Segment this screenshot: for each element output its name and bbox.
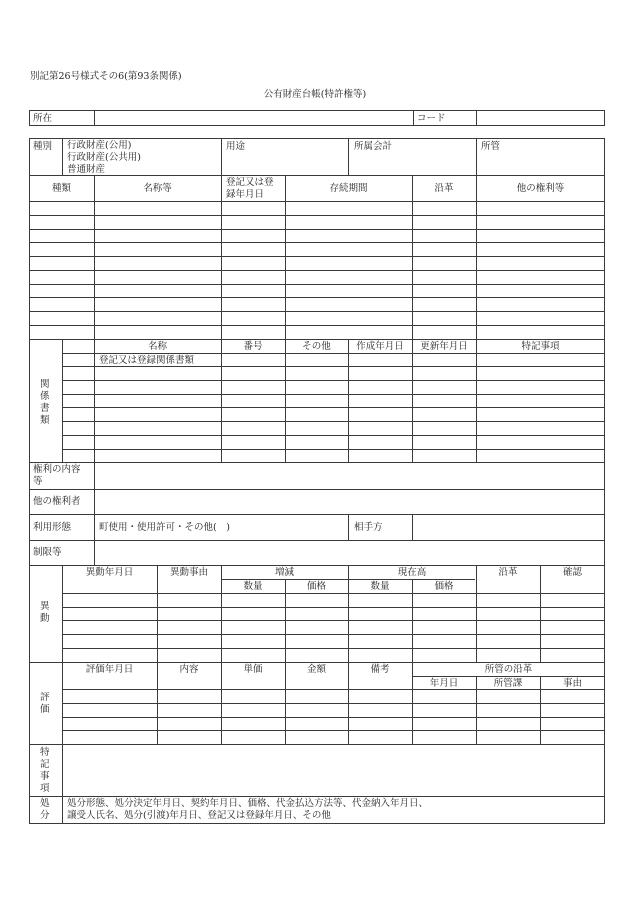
table-rule xyxy=(29,565,605,566)
table-rule xyxy=(94,110,95,126)
account-label: 所属会計 xyxy=(354,141,393,152)
table-rule xyxy=(62,607,605,608)
table-rule xyxy=(412,175,413,339)
code-label: コード xyxy=(417,113,446,124)
table-rule xyxy=(29,540,605,541)
documents-side-label-4: 類 xyxy=(40,415,50,426)
documents-side-label-1: 関 xyxy=(40,379,50,390)
table-rule xyxy=(221,175,222,339)
table-rule xyxy=(62,634,605,635)
table-rule xyxy=(62,565,63,662)
table-rule xyxy=(285,175,286,339)
valuation-header-remarks: 備考 xyxy=(370,664,390,675)
changes-sub-price-2: 価格 xyxy=(434,581,454,592)
table-rule xyxy=(348,514,349,540)
valuation-header-content: 内容 xyxy=(179,664,199,675)
valuation-header-unit-price: 単価 xyxy=(243,664,263,675)
table-rule xyxy=(413,110,414,126)
table-rule xyxy=(29,514,605,515)
table-rule xyxy=(62,620,605,621)
valuation-sub-department: 所管課 xyxy=(493,678,523,689)
table-rule xyxy=(29,175,605,176)
header-registration-2: 録年月日 xyxy=(226,189,265,200)
table-rule xyxy=(29,215,605,216)
valuation-side-label-1: 評 xyxy=(40,692,50,703)
changes-sub-quantity-1: 数量 xyxy=(243,581,263,592)
header-duration: 存続期間 xyxy=(329,183,368,194)
disposal-side-label-1: 処 xyxy=(40,798,50,809)
jurisdiction-label: 所管 xyxy=(481,141,501,152)
table-rule xyxy=(29,339,605,340)
classification-label: 種別 xyxy=(33,141,53,152)
form-reference: 別記第26号様式その6(第93条関係) xyxy=(30,71,182,82)
table-rule xyxy=(476,565,477,662)
table-rule xyxy=(62,366,605,367)
documents-header-other: その他 xyxy=(302,341,331,352)
classification-option-public-use: 行政財産(公用) xyxy=(67,140,132,151)
table-rule xyxy=(29,662,605,663)
table-rule xyxy=(62,407,605,408)
table-rule xyxy=(94,462,95,565)
rights-content-label-2: 等 xyxy=(33,476,43,487)
changes-header-current: 現在高 xyxy=(397,567,427,578)
main-form-table xyxy=(29,138,605,824)
table-rule xyxy=(29,242,605,243)
table-rule xyxy=(476,175,477,339)
table-rule xyxy=(62,394,605,395)
valuation-header-jurisdiction-history: 所管の沿革 xyxy=(484,664,533,675)
valuation-sub-date: 年月日 xyxy=(429,678,459,689)
table-rule xyxy=(94,175,95,339)
counterpart-label: 相手方 xyxy=(354,522,383,533)
table-rule xyxy=(62,138,63,175)
classification-option-general: 普通財産 xyxy=(67,164,106,175)
documents-header-updated: 更新年月日 xyxy=(420,341,468,352)
form-title: 公有財産台帳(特許権等) xyxy=(263,89,367,100)
changes-side-label-2: 動 xyxy=(40,613,50,624)
documents-first-row: 登記又は登録関係書類 xyxy=(99,355,195,366)
valuation-header-date: 評価年月日 xyxy=(85,664,134,675)
disposal-side-label-2: 分 xyxy=(40,810,50,821)
location-label: 所在 xyxy=(33,113,53,124)
table-rule xyxy=(285,339,286,462)
changes-header-reason: 異動事由 xyxy=(169,567,208,578)
table-rule xyxy=(29,270,605,271)
header-type: 種類 xyxy=(51,183,71,194)
changes-header-increase-decrease: 増減 xyxy=(274,567,294,578)
table-rule xyxy=(62,353,605,354)
header-registration-1: 登記又は登 xyxy=(226,177,274,188)
table-rule xyxy=(476,339,477,462)
header-history: 沿革 xyxy=(434,183,454,194)
header-other-rights: 他の権利等 xyxy=(516,183,565,194)
table-rule xyxy=(62,717,605,718)
table-rule xyxy=(29,284,605,285)
table-rule xyxy=(29,744,605,745)
table-rule xyxy=(29,325,605,326)
table-rule xyxy=(29,489,605,490)
notes-side-label-2: 記 xyxy=(40,759,50,770)
table-rule xyxy=(348,138,349,175)
table-rule xyxy=(62,744,63,824)
table-rule xyxy=(62,648,605,649)
header-name: 名称等 xyxy=(143,183,172,194)
changes-header-date: 異動年月日 xyxy=(85,567,134,578)
table-rule xyxy=(62,339,63,462)
documents-side-label-3: 書 xyxy=(40,403,50,414)
usage-form-value: 町使用・使用許可・その他( ) xyxy=(99,522,230,533)
restrictions-label: 制限等 xyxy=(33,547,62,558)
usage-label: 用途 xyxy=(226,141,246,152)
changes-sub-quantity-2: 数量 xyxy=(370,581,390,592)
table-rule xyxy=(221,565,222,662)
table-rule xyxy=(62,380,605,381)
other-holder-label: 他の権利者 xyxy=(33,496,81,507)
table-rule xyxy=(221,339,222,462)
notes-side-label-1: 特 xyxy=(40,747,50,758)
table-rule xyxy=(62,421,605,422)
table-rule xyxy=(412,676,605,677)
documents-header-created: 作成年月日 xyxy=(356,341,404,352)
changes-header-confirm: 確認 xyxy=(562,567,582,578)
table-rule xyxy=(62,689,605,690)
disposal-text-line-2: 譲受人氏名、処分(引渡)年月日、登記又は登録年月日、その他 xyxy=(67,810,331,821)
table-rule xyxy=(157,565,158,662)
valuation-sub-reason: 事由 xyxy=(562,678,582,689)
rights-content-label-1: 権利の内容 xyxy=(33,464,81,475)
table-rule xyxy=(94,339,95,462)
table-rule xyxy=(29,297,605,298)
notes-side-label-4: 項 xyxy=(40,783,50,794)
table-rule xyxy=(29,311,605,312)
changes-sub-price-1: 価格 xyxy=(306,581,326,592)
table-rule xyxy=(62,703,605,704)
table-rule xyxy=(62,449,605,450)
table-rule xyxy=(29,462,605,463)
table-rule xyxy=(221,138,222,175)
table-rule xyxy=(29,201,605,202)
documents-header-notes: 特記事項 xyxy=(521,341,560,352)
table-rule xyxy=(62,730,605,731)
table-rule xyxy=(29,256,605,257)
disposal-text-line-1: 処分形態、処分決定年月日、契約年月日、価格、代金払込方法等、代金納入年月日、 xyxy=(67,798,429,809)
changes-side-label-1: 異 xyxy=(40,601,50,612)
documents-header-number: 番号 xyxy=(243,341,263,352)
valuation-side-label-2: 価 xyxy=(40,704,50,715)
table-rule xyxy=(540,565,541,662)
table-rule xyxy=(476,110,477,126)
table-rule xyxy=(62,593,605,594)
table-rule xyxy=(348,565,349,662)
notes-side-label-3: 事 xyxy=(40,771,50,782)
documents-header-name: 名称 xyxy=(147,341,167,352)
valuation-header-amount: 金額 xyxy=(306,664,326,675)
usage-form-label: 利用形態 xyxy=(33,522,72,533)
table-rule xyxy=(412,339,413,462)
table-rule xyxy=(62,435,605,436)
table-rule xyxy=(29,796,605,797)
table-rule xyxy=(476,138,477,175)
changes-header-history: 沿革 xyxy=(498,567,518,578)
table-rule xyxy=(412,514,413,540)
classification-option-public-service: 行政財産(公共用) xyxy=(67,152,141,163)
table-rule xyxy=(29,229,605,230)
location-row xyxy=(29,110,605,126)
table-rule xyxy=(348,339,349,462)
documents-side-label-2: 係 xyxy=(40,391,50,402)
